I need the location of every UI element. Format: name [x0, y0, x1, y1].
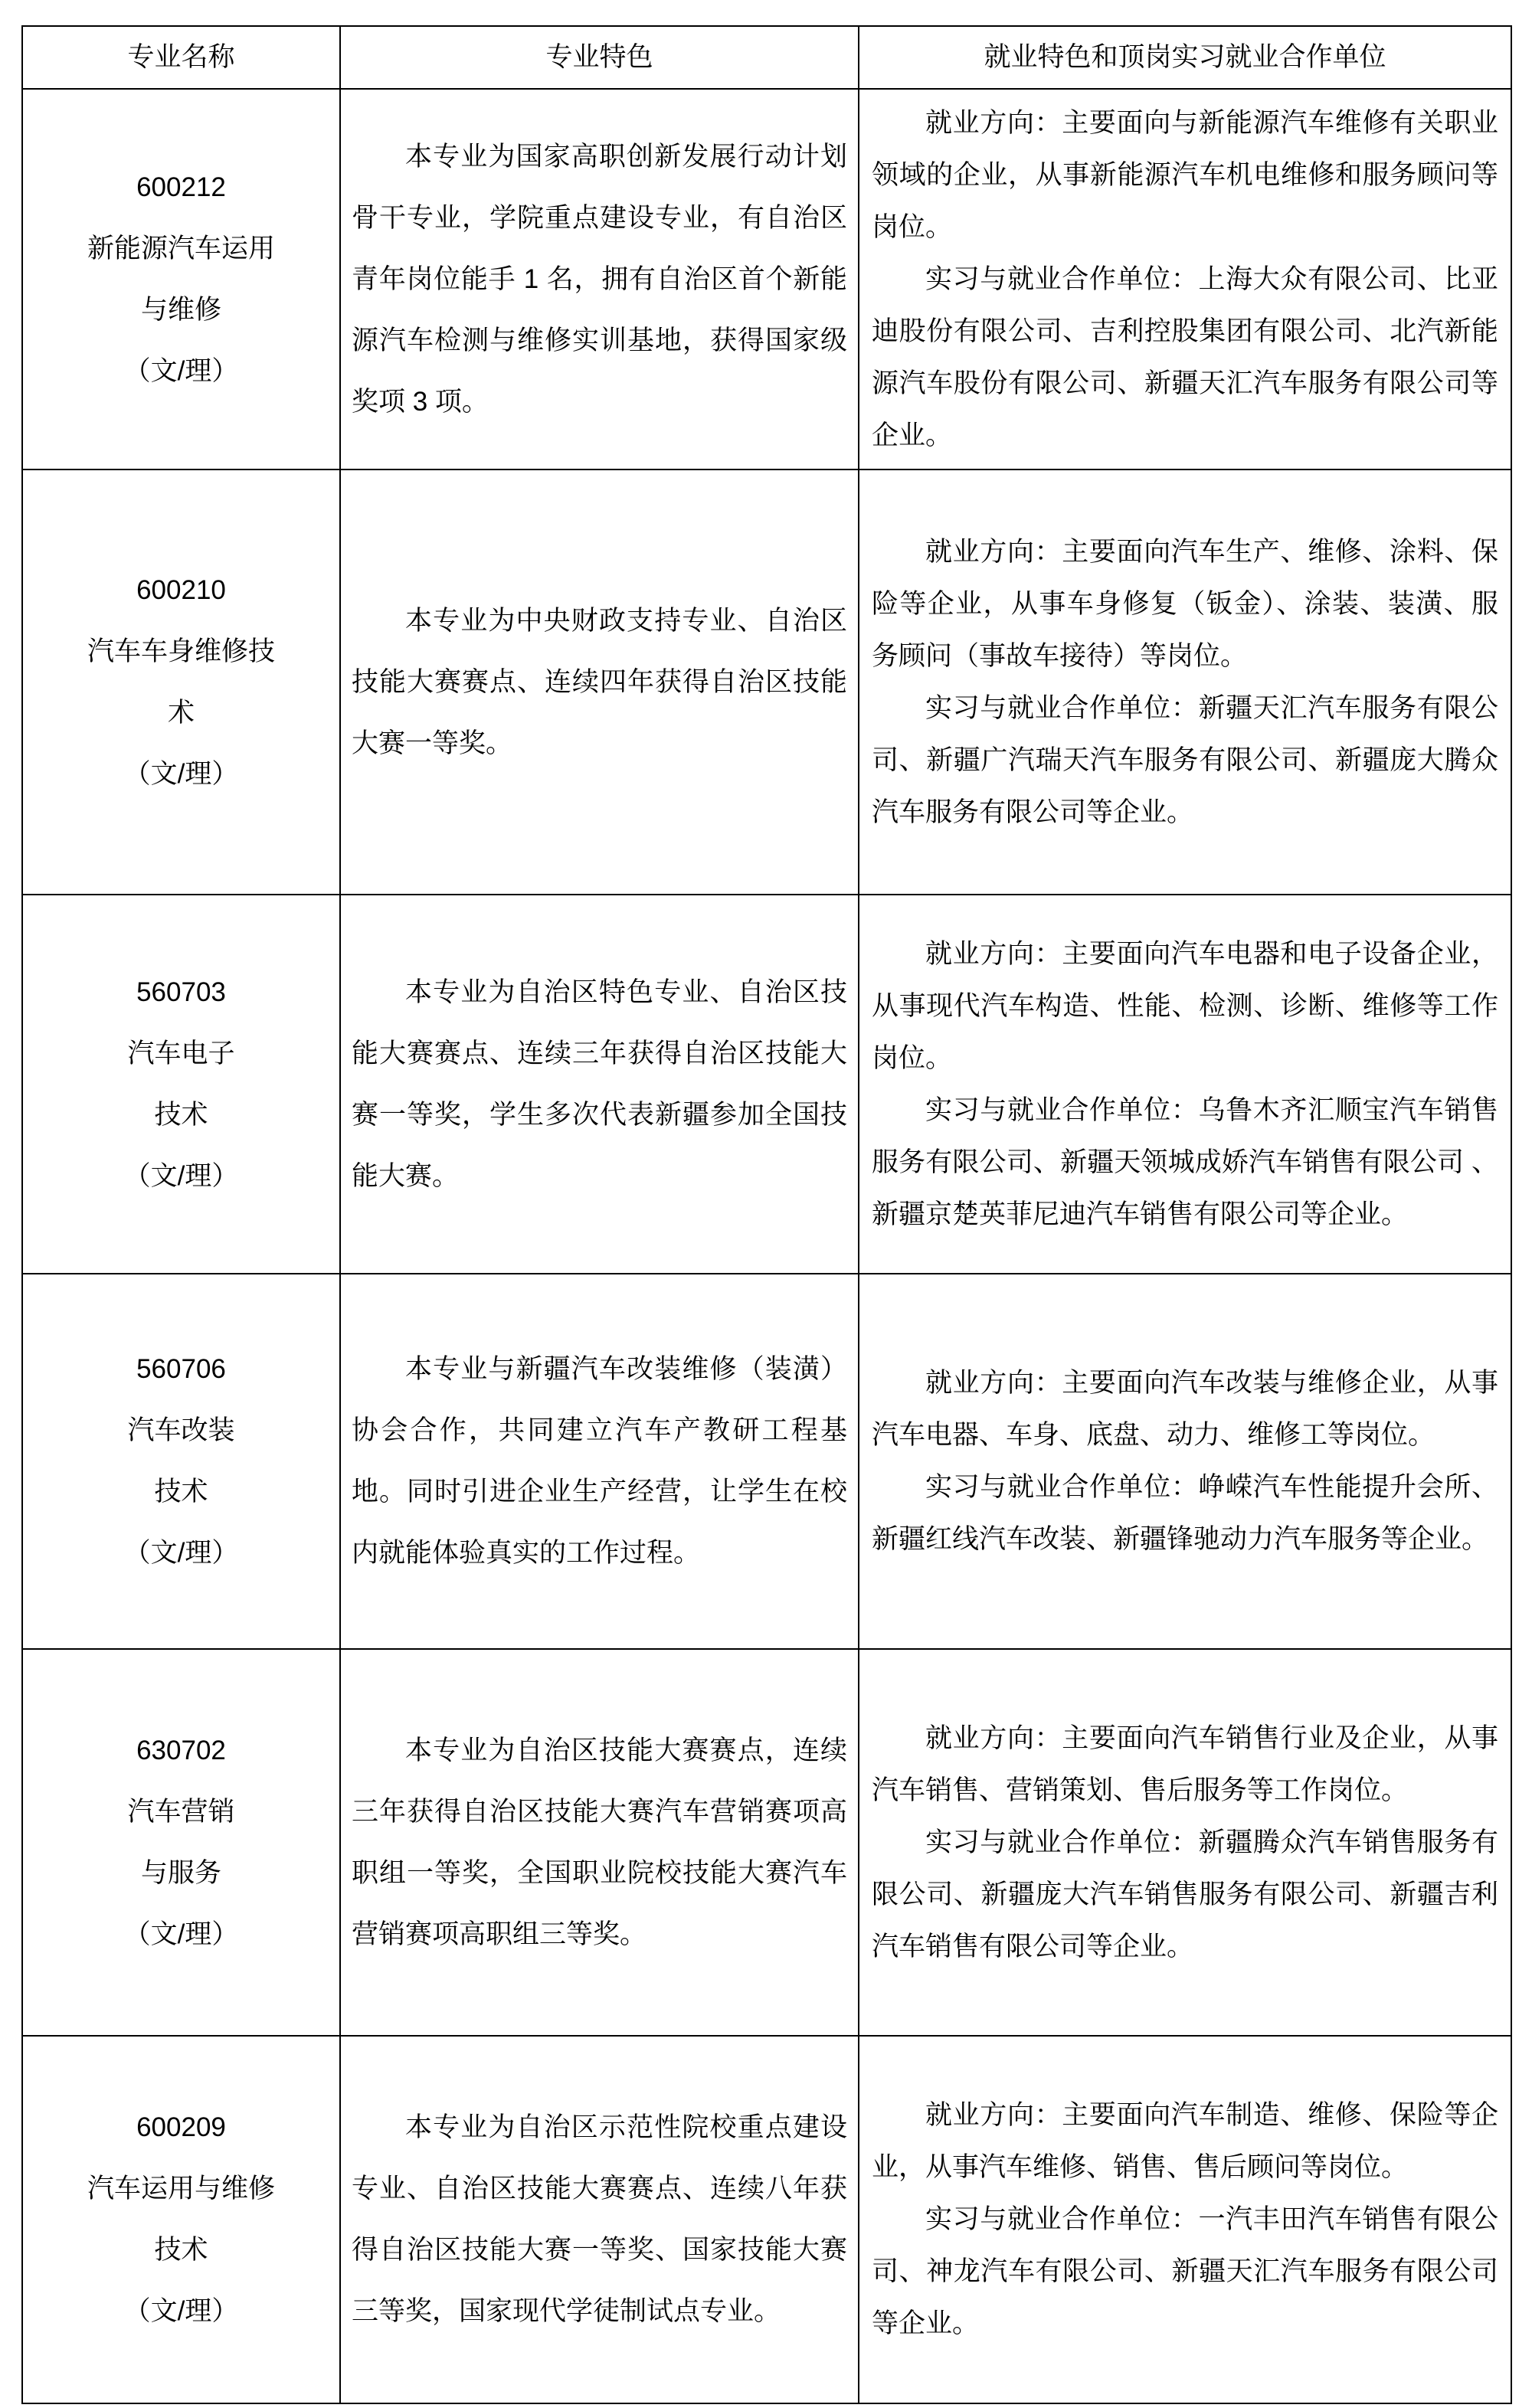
major-name-line: 技术 — [154, 2235, 208, 2265]
partners-paragraph: 实习与就业合作单位：乌鲁木齐汇顺宝汽车销售服务有限公司、新疆天领城成娇汽车销售有限公司 、新疆京楚英菲尼迪汽车销售有限公司等企业。 — [872, 1094, 1498, 1229]
feature-cell — [340, 1649, 859, 2036]
major-name-line: 技术 — [154, 1477, 208, 1507]
major-track: （文/理） — [123, 1919, 239, 1949]
major-cell — [22, 89, 340, 469]
header-row — [22, 26, 1511, 89]
partners-paragraph: 实习与就业合作单位：峥嵘汽车性能提升会所、新疆红线汽车改装、新疆锋驰动力汽车服务等企业。 — [872, 1472, 1498, 1554]
table-row — [22, 895, 1511, 1274]
employment-cell — [859, 2036, 1511, 2403]
table-row — [22, 469, 1511, 895]
employment-direction-paragraph: 就业方向：主要面向汽车销售行业及企业，从事汽车销售、营销策划、售后服务等工作岗位。 — [872, 1723, 1498, 1805]
major-name-line: 汽车改装 — [127, 1415, 235, 1445]
major-track: （文/理） — [123, 2296, 239, 2326]
major-name-line: 术 — [167, 697, 195, 728]
major-code: 630702 — [136, 1735, 226, 1765]
table-row — [22, 1649, 1511, 2036]
major-cell — [22, 1274, 340, 1649]
majors-table — [21, 25, 1512, 2404]
major-code: 600212 — [136, 172, 226, 202]
employment-direction-paragraph: 就业方向：主要面向汽车改装与维修企业，从事汽车电器、车身、底盘、动力、维修工等岗位。 — [872, 1368, 1498, 1450]
feature-cell — [340, 2036, 859, 2403]
feature-paragraph: 本专业为中央财政支持专业、自治区技能大赛赛点、连续四年获得自治区技能大赛一等奖。 — [352, 605, 847, 758]
employment-direction-paragraph: 就业方向：主要面向汽车制造、维修、保险等企业，从事汽车维修、销售、售后顾问等岗位。 — [872, 2100, 1498, 2182]
feature-paragraph: 本专业为自治区技能大赛赛点，连续三年获得自治区技能大赛汽车营销赛项高职组一等奖，全国职业院校技能大赛汽车营销赛项高职组三等奖。 — [352, 1735, 847, 1949]
employment-cell — [859, 89, 1511, 469]
major-track: （文/理） — [123, 355, 239, 386]
major-name-line: 新能源汽车运用 — [87, 233, 275, 263]
column-header-employment: 就业特色和顶岗实习就业合作单位 — [859, 26, 1511, 89]
major-code: 600209 — [136, 2112, 226, 2142]
employment-direction-paragraph: 就业方向：主要面向汽车电器和电子设备企业，从事现代汽车构造、性能、检测、诊断、维修等工作岗位。 — [872, 938, 1498, 1073]
employment-cell — [859, 1649, 1511, 2036]
major-code: 560703 — [136, 977, 226, 1007]
feature-cell — [340, 89, 859, 469]
partners-paragraph: 实习与就业合作单位：一汽丰田汽车销售有限公司、神龙汽车有限公司、新疆天汇汽车服务有限公司等企业。 — [872, 2204, 1498, 2338]
employment-cell — [859, 469, 1511, 895]
major-name-line: 汽车运用与维修 — [87, 2174, 275, 2204]
major-name-line: 技术 — [154, 1099, 208, 1130]
employment-direction-paragraph: 就业方向：主要面向汽车生产、维修、涂料、保险等企业，从事车身修复（钣金）、涂装、装潢、服务顾问（事故车接待）等岗位。 — [872, 536, 1498, 671]
major-name-line: 与服务 — [140, 1857, 221, 1888]
major-name-line: 汽车车身维修技 — [87, 636, 275, 666]
table-row — [22, 89, 1511, 469]
major-name-line: 汽车电子 — [127, 1038, 235, 1068]
major-name-line: 汽车营销 — [127, 1796, 235, 1827]
feature-cell — [340, 1274, 859, 1649]
table-row — [22, 2036, 1511, 2403]
employment-cell — [859, 895, 1511, 1274]
partners-paragraph: 实习与就业合作单位：新疆腾众汽车销售服务有限公司、新疆庞大汽车销售服务有限公司、新疆吉利汽车销售有限公司等企业。 — [872, 1827, 1498, 1961]
feature-paragraph: 本专业为自治区特色专业、自治区技能大赛赛点、连续三年获得自治区技能大赛一等奖，学生多次代表新疆参加全国技能大赛。 — [352, 977, 847, 1191]
major-track: （文/理） — [123, 1538, 239, 1568]
table-row — [22, 1274, 1511, 1649]
major-cell — [22, 895, 340, 1274]
partners-paragraph: 实习与就业合作单位：新疆天汇汽车服务有限公司、新疆广汽瑞天汽车服务有限公司、新疆庞大腾众汽车服务有限公司等企业。 — [872, 692, 1498, 827]
major-code: 560706 — [136, 1354, 226, 1384]
employment-direction-paragraph: 就业方向：主要面向与新能源汽车维修有关职业领域的企业，从事新能源汽车机电维修和服务顾问等岗位。 — [872, 107, 1498, 242]
feature-paragraph: 本专业与新疆汽车改装维修（装潢）协会合作，共同建立汽车产教研工程基地。同时引进企业生产经营，让学生在校内就能体验真实的工作过程。 — [352, 1354, 847, 1568]
major-cell — [22, 469, 340, 895]
column-header-major-feature: 专业特色 — [340, 26, 859, 89]
feature-cell — [340, 469, 859, 895]
employment-cell — [859, 1274, 1511, 1649]
feature-paragraph: 本专业为国家高职创新发展行动计划骨干专业，学院重点建设专业，有自治区青年岗位能手 1 名，拥有自治区首个新能源汽车检测与维修实训基地，获得国家级奖项 3 项。 — [352, 141, 847, 417]
column-header-major-name: 专业名称 — [22, 26, 340, 89]
major-cell — [22, 2036, 340, 2403]
major-cell — [22, 1649, 340, 2036]
major-name-line: 与维修 — [140, 294, 221, 325]
feature-paragraph: 本专业为自治区示范性院校重点建设专业、自治区技能大赛赛点、连续八年获得自治区技能大赛一等奖、国家技能大赛三等奖，国家现代学徒制试点专业。 — [352, 2112, 847, 2326]
partners-paragraph: 实习与就业合作单位：上海大众有限公司、比亚迪股份有限公司、吉利控股集团有限公司、北汽新能源汽车股份有限公司、新疆天汇汽车服务有限公司等企业。 — [872, 263, 1498, 450]
major-code: 600210 — [136, 574, 226, 605]
feature-cell — [340, 895, 859, 1274]
major-track: （文/理） — [123, 1160, 239, 1191]
major-track: （文/理） — [123, 758, 239, 789]
